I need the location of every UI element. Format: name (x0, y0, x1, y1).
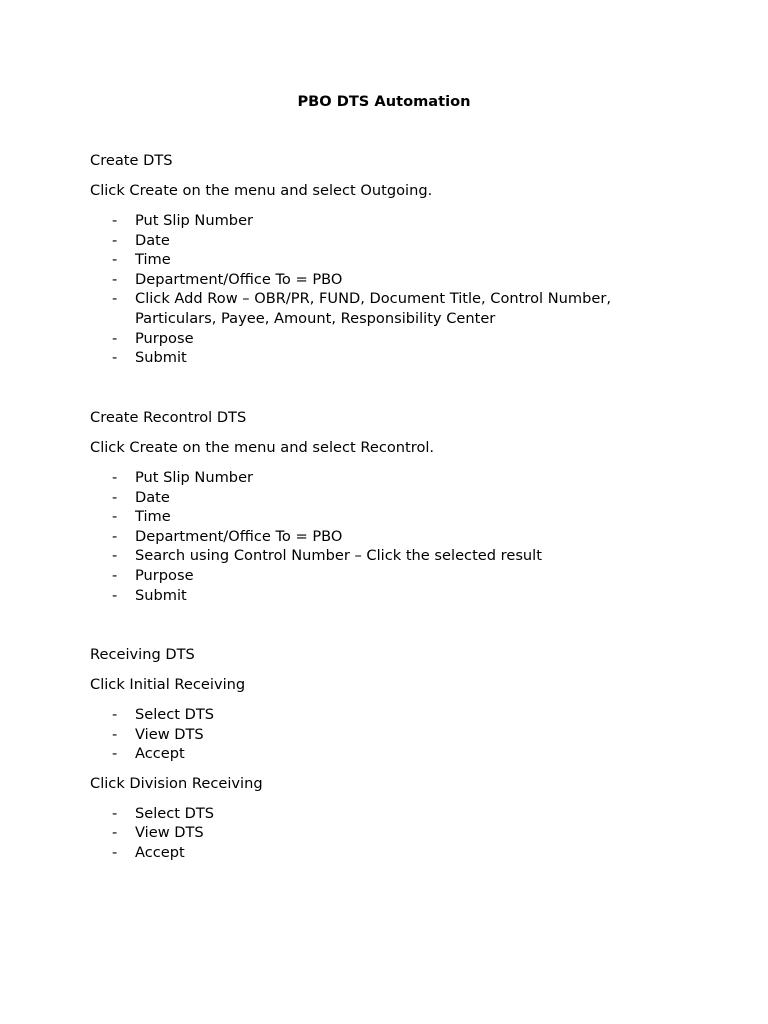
bullet-dash: - (112, 290, 118, 308)
step-text: Date (135, 231, 170, 249)
list-item (90, 823, 650, 843)
bullet-dash: - (112, 212, 118, 229)
list-item (90, 270, 650, 290)
bullet-dash: - (112, 586, 118, 604)
bullet-dash: - (112, 488, 118, 506)
bullet-dash: - (112, 804, 118, 822)
list-item (90, 744, 650, 764)
bullet-dash: - (112, 508, 118, 526)
bullet-dash: - (112, 231, 118, 249)
bullet-dash: - (112, 251, 118, 269)
list-item (90, 705, 650, 725)
list-item (90, 348, 650, 368)
section-sub-intro: Click Division Receiving (90, 774, 263, 792)
bullet-dash: - (112, 725, 118, 743)
step-text: Department/Office To = PBO (135, 270, 343, 288)
section-receiving-dts (90, 645, 650, 863)
step-list (90, 804, 650, 863)
section-heading: Create DTS (90, 152, 173, 169)
list-item (90, 289, 650, 328)
list-item (90, 546, 650, 566)
bullet-dash: - (112, 349, 118, 367)
list-item (90, 211, 650, 231)
section-heading: Create Recontrol DTS (90, 409, 247, 426)
list-item (90, 804, 650, 824)
list-item (90, 250, 650, 270)
bullet-dash: - (112, 566, 118, 584)
list-item (90, 329, 650, 349)
bullet-dash: - (112, 547, 118, 565)
section-heading: Receiving DTS (90, 646, 195, 663)
step-list (90, 211, 650, 368)
step-text: Time (135, 251, 171, 269)
bullet-dash: - (112, 329, 118, 347)
step-text: Accept (135, 843, 185, 861)
step-text: Time (135, 508, 171, 526)
section-create-recontrol-dts (90, 408, 650, 605)
section-create-dts (90, 151, 650, 368)
bullet-dash: - (112, 527, 118, 545)
step-text: Put Slip Number (135, 469, 254, 486)
list-item (90, 488, 650, 508)
bullet-dash: - (112, 270, 118, 288)
step-text: Select DTS (135, 706, 215, 723)
step-text: View DTS (135, 824, 204, 842)
step-text: View DTS (135, 725, 204, 743)
step-list (90, 468, 650, 605)
list-item (90, 566, 650, 586)
bullet-dash: - (112, 706, 118, 723)
section-intro: Click Initial Receiving (90, 676, 246, 693)
bullet-dash: - (112, 824, 118, 842)
list-item (90, 468, 650, 488)
document-title: PBO DTS Automation (297, 93, 471, 110)
list-item (90, 586, 650, 606)
list-item (90, 843, 650, 863)
step-text: Date (135, 488, 170, 506)
step-text: Search using Control Number – Click the selected result (135, 547, 542, 565)
step-text: Purpose (135, 329, 194, 347)
step-text: Accept (135, 745, 185, 763)
step-text: Put Slip Number (135, 212, 254, 229)
list-item (90, 231, 650, 251)
section-intro: Click Create on the menu and select Outgoing. (90, 182, 433, 199)
bullet-dash: - (112, 843, 118, 861)
section-intro: Click Create on the menu and select Recontrol. (90, 439, 435, 456)
step-text: Submit (135, 586, 187, 604)
list-item (90, 527, 650, 547)
step-text: Select DTS (135, 804, 215, 822)
step-text: Purpose (135, 566, 194, 584)
step-text: Click Add Row – OBR/PR, FUND, Document Title, Control Number, Particulars, Payee, Amount, Responsibility Center (135, 290, 611, 327)
step-text: Submit (135, 349, 187, 367)
step-list (90, 705, 650, 764)
list-item (90, 507, 650, 527)
step-text: Department/Office To = PBO (135, 527, 343, 545)
bullet-dash: - (112, 745, 118, 763)
list-item (90, 725, 650, 745)
bullet-dash: - (112, 469, 118, 486)
